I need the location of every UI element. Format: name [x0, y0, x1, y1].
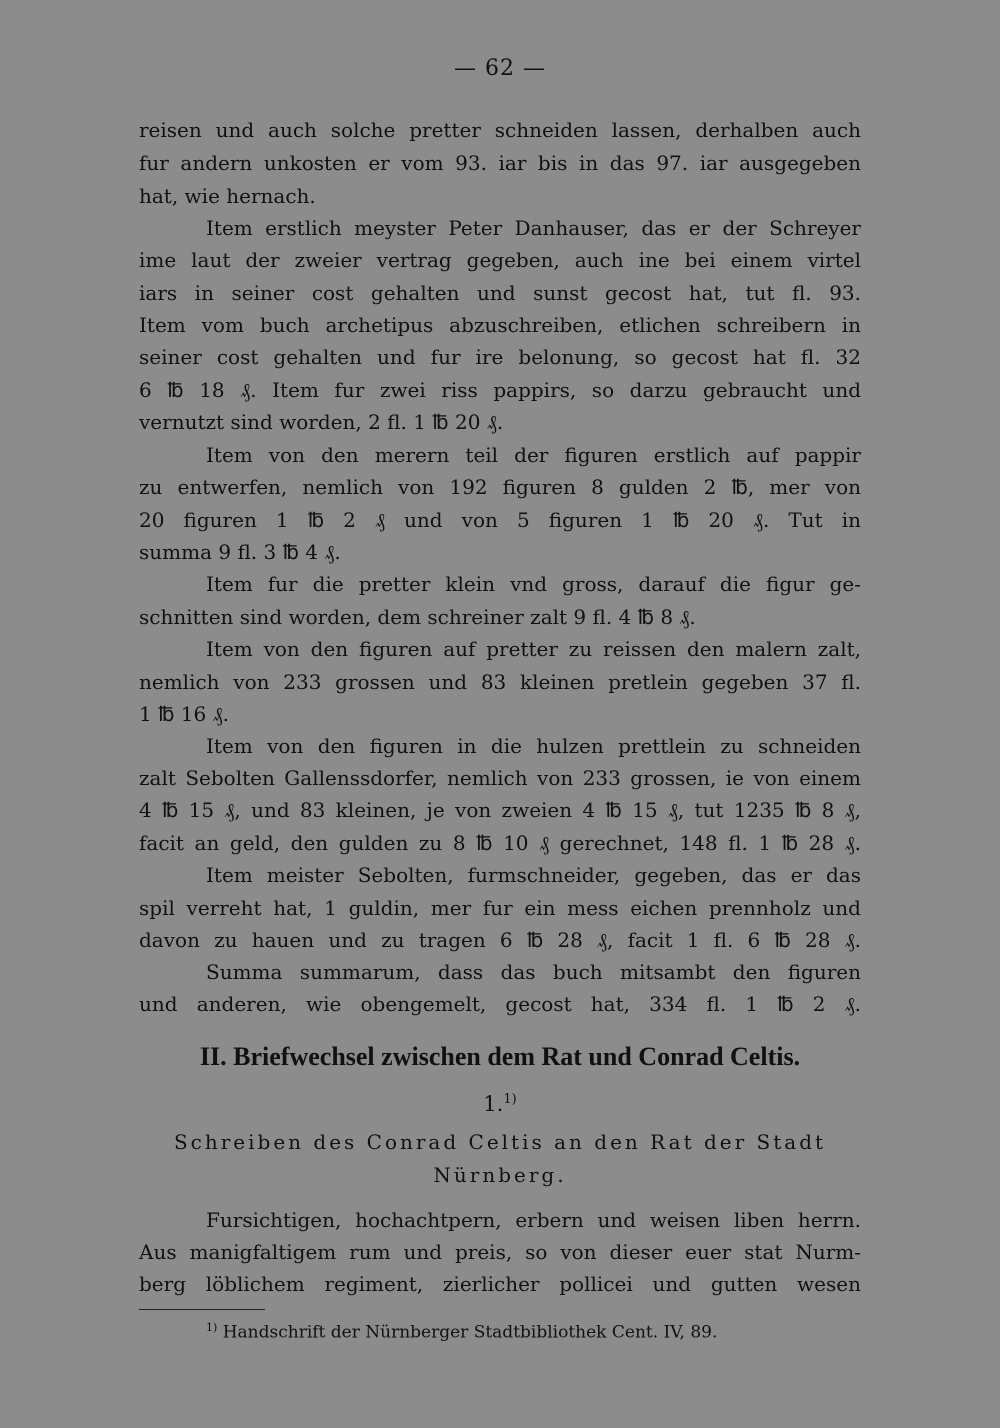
body-line: seiner cost gehalten und fur ire belonung, so gecost hat fl. 32 — [139, 345, 861, 369]
letter-line: Aus manigfaltigem rum und preis, so von dieser euer stat Nurm- — [139, 1240, 861, 1264]
body-line: vernutzt sind worden, 2 fl. 1 ℔ 20 ₰. — [139, 410, 504, 434]
body-line: Item meister Sebolten, furmschneider, gegeben, das er das — [206, 863, 861, 887]
body-line: Item von den merern teil der figuren erstlich auf pappir — [206, 443, 861, 467]
body-line: und anderen, wie obengemelt, gecost hat, 334 fl. 1 ℔ 2 ₰. — [139, 992, 861, 1016]
document-number-text: 1. — [483, 1092, 504, 1116]
body-line: facit an geld, den gulden zu 8 ℔ 10 ₰ gerechnet, 148 fl. 1 ℔ 28 ₰. — [139, 831, 861, 855]
document-title-line: Schreiben des Conrad Celtis an den Rat der Stadt — [173, 1130, 827, 1154]
body-line: Item erstlich meyster Peter Danhauser, das er der Schreyer — [206, 216, 861, 240]
body-line: schnitten sind worden, dem schreiner zalt 9 fl. 4 ℔ 8 ₰. — [139, 605, 696, 629]
body-line: Summa summarum, dass das buch mitsambt den figuren — [206, 960, 861, 984]
footnote — [206, 1321, 846, 1343]
body-line: hat, wie hernach. — [139, 184, 316, 208]
footnote-reference: 1) — [503, 1092, 517, 1107]
body-line: 1 ℔ 16 ₰. — [139, 702, 229, 726]
section-heading: II. Briefwechsel zwischen dem Rat und Conrad Celtis. — [199, 1042, 801, 1071]
page-number: — 62 — — [454, 56, 546, 81]
body-line: fur andern unkosten er vom 93. iar bis in das 97. iar ausgegeben — [139, 151, 861, 175]
body-line: zu entwerfen, nemlich von 192 figuren 8 gulden 2 ℔, mer von — [139, 475, 861, 499]
body-line: zalt Sebolten Gallenssdorfer, nemlich von 233 grossen, ie von einem — [139, 766, 861, 790]
letter-line: Fursichtigen, hochachtpern, erbern und weisen liben herrn. — [206, 1208, 861, 1232]
footnote-divider — [139, 1309, 265, 1310]
document-title-line: Nürnberg. — [433, 1163, 567, 1187]
footnote-marker: 1) — [206, 1321, 218, 1334]
body-line: 4 ℔ 15 ₰, und 83 kleinen, je von zweien 4 ℔ 15 ₰, tut 1235 ℔ 8 ₰, — [139, 798, 861, 822]
body-line: ime laut der zweier vertrag gegeben, auch ine bei einem virtel — [139, 248, 861, 272]
document-number — [0, 1092, 1000, 1116]
letter-line: berg löblichem regiment, zierlicher pollicei und gutten wesen — [139, 1272, 861, 1296]
footnote-text: Handschrift der Nürnberger Stadtbibliothek Cent. IV, 89. — [222, 1322, 718, 1343]
body-line: Item von den figuren auf pretter zu reissen den malern zalt, — [206, 637, 861, 661]
body-line: nemlich von 233 grossen und 83 kleinen pretlein gegeben 37 fl. — [139, 670, 861, 694]
body-line: summa 9 fl. 3 ℔ 4 ₰. — [139, 540, 341, 564]
body-line: 20 figuren 1 ℔ 2 ₰ und von 5 figuren 1 ℔ 20 ₰. Tut in — [139, 508, 861, 532]
body-line: Item von den figuren in die hulzen prettlein zu schneiden — [206, 734, 861, 758]
body-line: 6 ℔ 18 ₰. Item fur zwei riss pappirs, so darzu gebraucht und — [139, 378, 861, 402]
body-line: iars in seiner cost gehalten und sunst gecost hat, tut fl. 93. — [139, 281, 861, 305]
body-line: Item fur die pretter klein vnd gross, darauf die figur ge- — [206, 572, 861, 596]
body-line: reisen und auch solche pretter schneiden lassen, derhalben auch — [139, 118, 861, 142]
body-line: davon zu hauen und zu tragen 6 ℔ 28 ₰, facit 1 fl. 6 ℔ 28 ₰. — [139, 928, 861, 952]
body-line: Item vom buch archetipus abzuschreiben, etlichen schreibern in — [139, 313, 861, 337]
body-line: spil verreht hat, 1 guldin, mer fur ein mess eichen prennholz und — [139, 896, 861, 920]
